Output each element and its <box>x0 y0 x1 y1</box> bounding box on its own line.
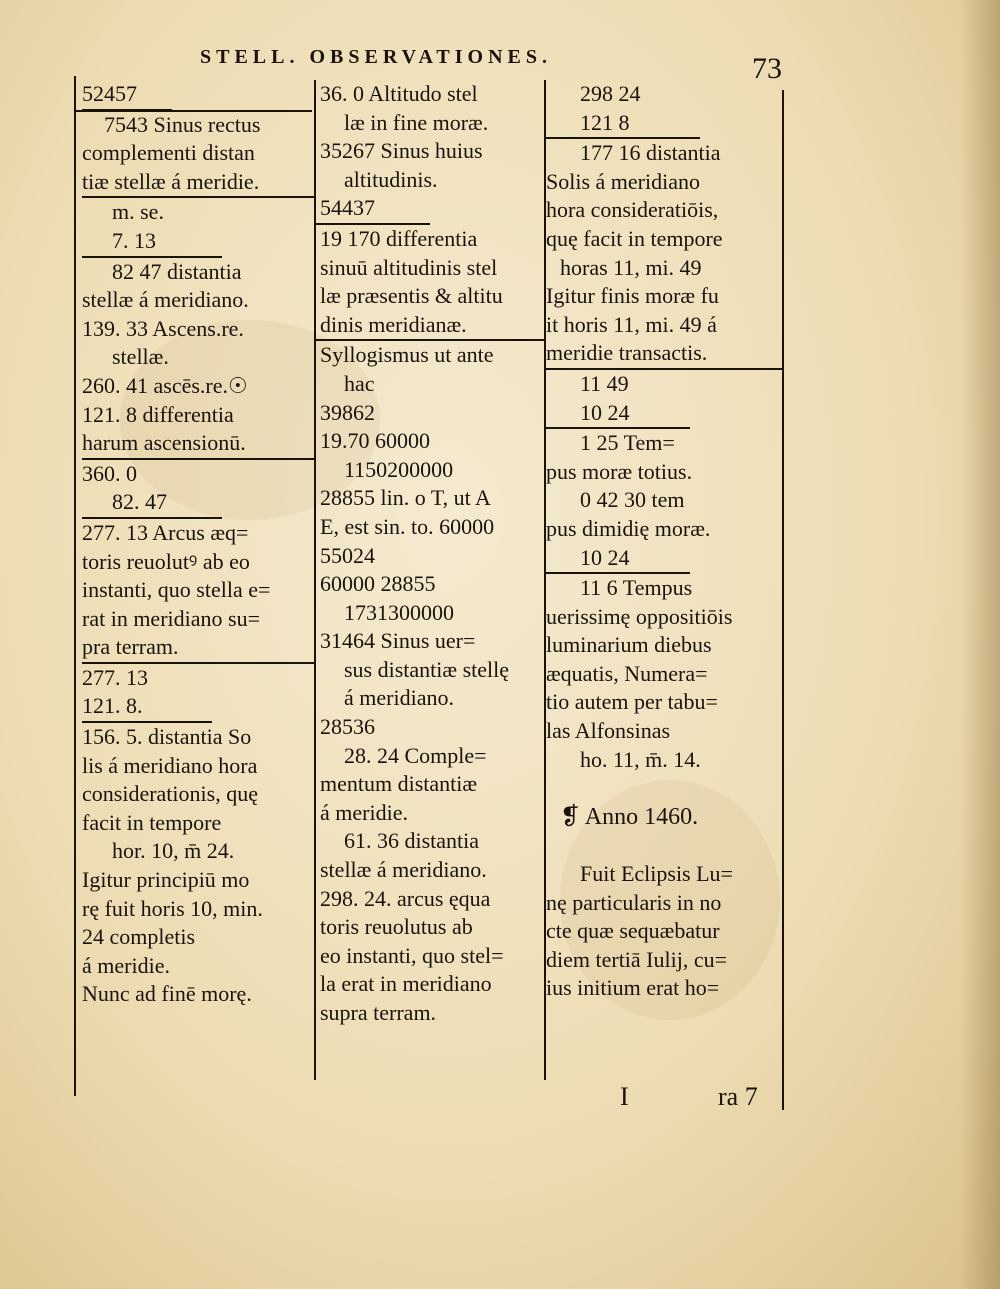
text-line: 82. 47 <box>82 488 222 519</box>
text-line: meridie transactis. <box>546 339 782 370</box>
text-line: á meridie. <box>82 952 170 978</box>
text-line: 19 170 differentia <box>320 225 478 251</box>
text-line: 177 16 distantia <box>580 140 721 166</box>
text-line: sinuū altitudinis stel <box>320 254 498 280</box>
text-line: 52457 <box>82 80 172 111</box>
text-line: eo instanti, quo stel= <box>320 942 504 968</box>
text-line: E, est sin. to. 60000 <box>320 513 495 539</box>
text-line: 82 47 distantia <box>112 258 242 284</box>
text-line: facit in tempore <box>82 809 222 835</box>
text-line: mentum distantiæ <box>320 771 478 797</box>
text-line: 298. 24. arcus ęqua <box>320 885 491 911</box>
text-line: horas 11, mi. 49 <box>560 254 702 280</box>
text-line: lis á meridiano hora <box>82 752 258 778</box>
text-line: 36. 0 Altitudo stel <box>320 81 478 106</box>
text-line: á meridiano. <box>344 685 454 711</box>
text-line: luminarium diebus <box>546 632 712 658</box>
text-line: stellæ á meridiano. <box>82 287 249 313</box>
text-line: 0 42 30 tem <box>580 487 685 513</box>
text-line: 156. 5. distantia So <box>82 724 252 750</box>
column-right <box>546 80 782 1003</box>
text-line: 28. 24 Comple= <box>344 742 487 768</box>
text-line: Nunc ad finē morę. <box>82 981 252 1007</box>
text-line: pus dimidię moræ. <box>546 515 711 541</box>
text-line: pus moræ totius. <box>546 458 693 484</box>
running-title: STELL. OBSERVATIONES. <box>200 46 552 68</box>
text-line: ho. 11, m̄. 14. <box>580 746 701 772</box>
text-line: dinis meridianæ. <box>314 311 544 342</box>
text-line: 24 completis <box>82 924 196 950</box>
text-line: 1731300000 <box>344 599 454 625</box>
spacer-line <box>546 774 782 803</box>
text-line: 28855 lin. o T, ut A <box>320 485 491 511</box>
page-edge-shadow <box>960 0 1000 1289</box>
text-line: pra terram. <box>82 633 314 664</box>
text-line: instanti, quo stella e= <box>82 577 271 603</box>
text-line: stellæ. <box>112 344 169 370</box>
text-line: Solis á meridiano <box>546 168 700 194</box>
column-middle <box>314 80 546 1080</box>
text-line: hora consideratiōis, <box>546 197 719 223</box>
text-line: 7543 Sinus rectus <box>104 111 261 137</box>
spacer-line <box>546 831 782 860</box>
text-line: tiæ stellæ á meridie. <box>82 168 314 199</box>
text-line: diem tertiā Iulij, cu= <box>546 946 728 972</box>
text-line: 10 24 <box>546 399 690 430</box>
text-line: 35267 Sinus huius <box>320 138 483 164</box>
text-line: rę fuit horis 10, min. <box>82 895 263 921</box>
text-line: ius initium erat ho= <box>546 975 720 1001</box>
text-line: 11 6 Tempus <box>580 575 693 601</box>
text-line: complementi distan <box>82 140 255 166</box>
text-line: 55024 <box>320 542 375 568</box>
text-line: 277. 13 Arcus æq= <box>82 519 249 545</box>
text-line: harum ascensionū. <box>82 429 314 460</box>
text-line: 121. 8. <box>82 692 212 723</box>
text-line: nę particularis in no <box>546 889 722 915</box>
text-line: 11 49 <box>580 370 629 396</box>
text-line: 60000 28855 <box>320 571 436 597</box>
section-heading: ❡ Anno 1460. <box>560 803 699 830</box>
text-line: toris reuolutꝰ ab eo <box>82 548 250 574</box>
text-line: 54437 <box>314 194 430 225</box>
text-line: stellæ á meridiano. <box>320 857 487 883</box>
column-left <box>82 80 316 1080</box>
text-line: uerissimę oppositiōis <box>546 603 733 629</box>
left-frame-rule <box>74 76 76 1096</box>
text-line: 298 24 <box>580 81 641 106</box>
text-line: Igitur finis moræ fu <box>546 283 719 309</box>
text-line: Fuit Eclipsis Lu= <box>580 861 733 887</box>
text-line: la erat in meridiano <box>320 971 492 997</box>
text-line: hac <box>344 370 375 396</box>
text-line: it horis 11, mi. 49 á <box>546 311 717 337</box>
page-number: 73 <box>752 52 782 85</box>
column-rule <box>76 110 312 112</box>
text-line: 139. 33 Ascens.re. <box>82 315 244 341</box>
text-line: sus distantiæ stellę <box>344 656 509 682</box>
text-line: cte quæ sequæbatur <box>546 918 720 944</box>
text-line: hor. 10, m̄ 24. <box>112 838 235 864</box>
text-line: Igitur principiū mo <box>82 867 250 893</box>
text-line: 7. 13 <box>82 227 222 258</box>
text-line: considerationis, quę <box>82 781 258 807</box>
text-line: 10 24 <box>546 544 690 575</box>
text-line: 31464 Sinus uer= <box>320 628 476 654</box>
text-line: læ præsentis & altitu <box>320 283 503 309</box>
text-line: tio autem per tabu= <box>546 689 718 715</box>
text-line: 360. 0 <box>82 460 137 486</box>
text-line: Syllogismus ut ante <box>320 342 494 368</box>
text-line: quę facit in tempore <box>546 225 723 251</box>
text-line: rat in meridiano su= <box>82 605 260 631</box>
text-line: 28536 <box>320 714 375 740</box>
text-line: altitudinis. <box>344 166 438 192</box>
text-line: 1150200000 <box>344 456 454 482</box>
text-line: læ in fine moræ. <box>344 109 489 135</box>
right-frame-rule <box>782 90 784 1110</box>
text-line: 19.70 60000 <box>320 428 430 454</box>
text-line: 277. 13 <box>82 664 148 690</box>
catchword: ra 7 <box>718 1082 758 1111</box>
text-line: æquatis, Numera= <box>546 660 708 686</box>
text-line: 121. 8 differentia <box>82 401 234 427</box>
text-line: m. se. <box>112 199 164 225</box>
text-line: 61. 36 distantia <box>344 828 480 854</box>
text-line: á meridie. <box>320 799 408 825</box>
text-line: toris reuolutus ab <box>320 914 473 940</box>
text-line: 121 8 <box>546 109 700 140</box>
text-line: 1 25 Tem= <box>580 430 675 456</box>
text-line: 39862 <box>320 399 375 425</box>
text-line: 260. 41 ascēs.re.☉ <box>82 372 248 398</box>
text-line: supra terram. <box>320 1000 437 1025</box>
signature-mark: I <box>620 1082 629 1111</box>
text-line: las Alfonsinas <box>546 718 671 744</box>
